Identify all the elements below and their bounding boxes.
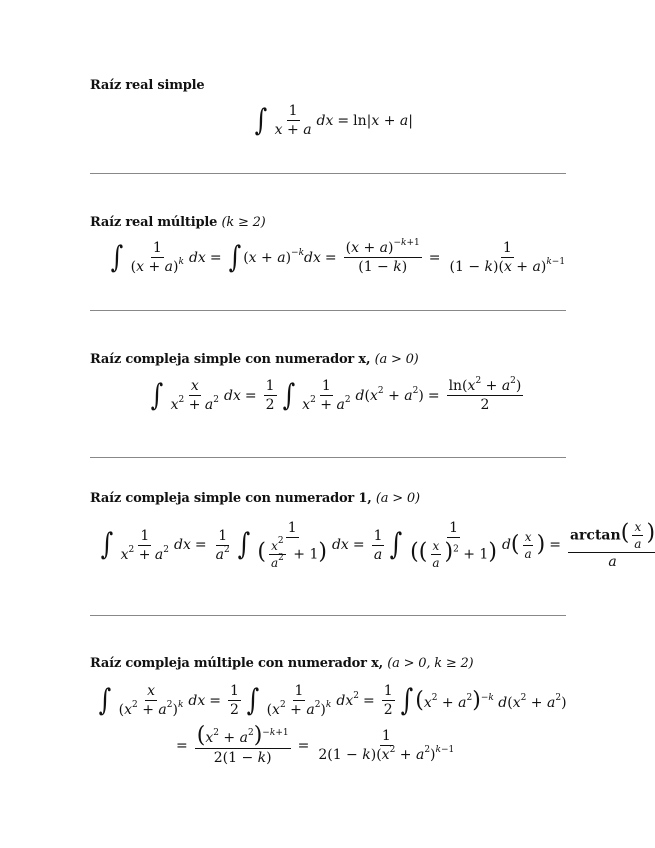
section-condition: (k ≥ 2) [221,215,266,230]
section-title-text: Raíz real múltiple [90,215,218,230]
formula-complex-simple-x: ∫ $\frac{x}{x^2 + a^2}$ dx = $\frac{1}{2}$ ∫ $\frac{1}{x^2 + a^2}$ $d(x^2 + a^2)$ = $\frac{\ln(x^2 + a^2)}{2}$ [150,376,522,413]
section-divider [90,310,566,311]
section-title-text: Raíz compleja simple con numerador 1, [90,491,372,506]
section-title [90,352,419,367]
section-title-text: Raíz real simple [90,78,205,93]
formula-complex-simple-1: ∫ $\frac{1}{x^2 + a^2}$ dx = $\frac{1}{a^2}$ ∫ 1 ( $\frac{x^2}{a^2}$ + 1) dx = $\frac{1}{a}$ ∫ 1 (( $\frac{x}{a}$ )$^2$ + 1) d ( $\frac{x}{a}$ ) = arctan( $\frac{x}{a}$ ) a [98,520,655,570]
section-title [90,656,473,671]
formula-real-multiple: ∫ $\frac{1}{(x + a)^k}$ dx = ∫ $(x + a)^{-k}dx$ = $\frac{(x + a)^{-k+1}}{(1 - k)}$ = $\frac{1}{(1 - k)(x + a)^{k-1}}$ [110,238,566,275]
section-condition: (a > 0) [374,352,419,367]
section-title [90,215,266,230]
formula-complex-multiple-line1: ∫ $\frac{x}{(x^2 + a^2)^k}$ dx = $\frac{1}{2}$ ∫ $\frac{1}{(x^2 + a^2)^k}$ $dx^2$ = $\frac{1}{2}$ ∫ $(x^2 + a^2)^{-k}$ $d(x^2 + a^2)$ [98,682,567,718]
section-divider [90,457,566,458]
formula-real-simple: ∫ $\frac{1}{x + a}$ dx = ln|x + a| [254,102,413,138]
section-divider [90,615,566,616]
section-condition: (a > 0) [375,491,420,506]
section-divider [90,173,566,174]
section-title-text: Raíz compleja simple con numerador x, [90,352,371,367]
formula-complex-multiple-line2: = $\frac{(x^2 + a^2)^{-k+1}}{2(1 - k)}$ = $\frac{1}{2(1 - k)(x^2 + a^2)^{k-1}}$ [176,723,455,766]
section-title [90,78,205,93]
section-title [90,491,420,506]
section-condition: (a > 0, k ≥ 2) [387,656,474,671]
section-title-text: Raíz compleja múltiple con numerador x, [90,656,383,671]
